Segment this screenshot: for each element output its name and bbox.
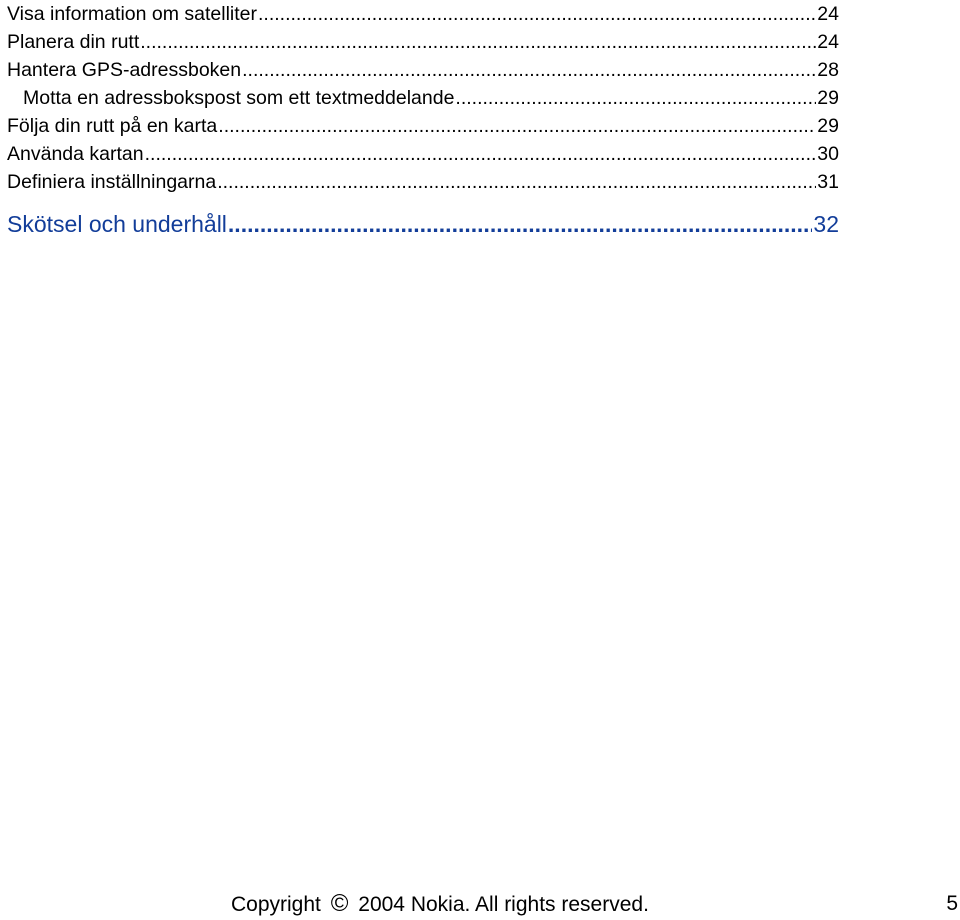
toc-entry-page: 31 [817,171,839,193]
toc-entry-page: 30 [817,143,839,165]
toc-entry-title: Planera din rutt [7,31,140,53]
dot-leader [242,56,816,84]
dot-leader [228,208,812,240]
toc-entry[interactable] [7,112,839,140]
copyright-notice [231,890,649,919]
dot-leader [455,84,816,112]
toc-section-page: 32 [813,211,839,237]
toc-subentry[interactable] [7,84,839,112]
toc-entry-title: Visa information om satelliter [7,3,257,25]
dot-leader [145,140,817,168]
toc-entry-page: 29 [817,87,839,109]
dot-leader [218,112,816,140]
toc-entry-page: 24 [817,31,839,53]
dot-leader [140,28,816,56]
toc-entry-title: Använda kartan [7,143,144,165]
dot-leader [217,168,816,196]
toc-entry-title: Motta en adressbokspost som ett textmeddelande [23,87,455,109]
toc-entry-page: 24 [817,3,839,25]
toc-section-title: Skötsel och underhåll [7,211,227,237]
toc-entry-title: Följa din rutt på en karta [7,115,218,137]
toc-entry-page: 28 [817,59,839,81]
copyright-word: Copyright [231,893,321,916]
table-of-contents [7,0,839,240]
copyright-icon: © [330,890,349,917]
toc-entry[interactable] [7,0,839,28]
toc-entry[interactable] [7,168,839,196]
toc-entry-page: 29 [817,115,839,137]
page-number: 5 [946,892,958,915]
toc-entry-title: Hantera GPS-adressboken [7,59,242,81]
toc-entry[interactable] [7,140,839,168]
toc-entry-title: Definiera inställningarna [7,171,217,193]
toc-entry[interactable] [7,28,839,56]
dot-leader [258,0,816,28]
toc-section-heading[interactable] [7,208,839,240]
toc-entry[interactable] [7,56,839,84]
copyright-text: 2004 Nokia. All rights reserved. [358,893,649,916]
